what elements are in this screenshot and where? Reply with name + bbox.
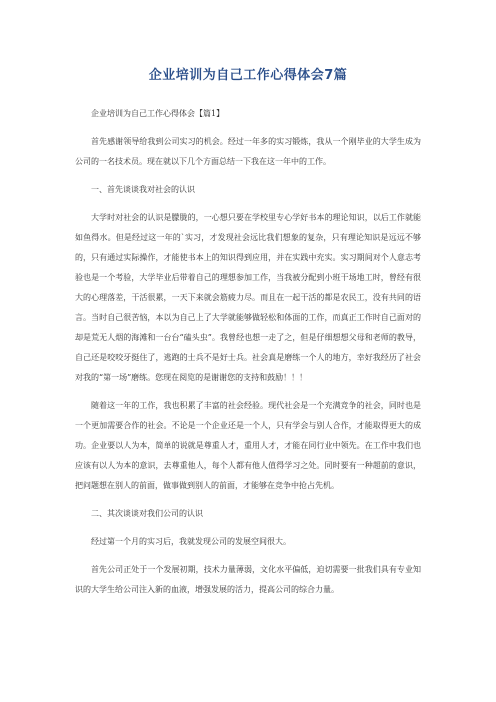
section-heading: 企业培训为自己工作心得体会【篇1】 [91, 109, 225, 118]
paragraph: 随着这一年的工作，我也积累了丰富的社会经验。现代社会是一个充满竞争的社会，同时也是一个更加需要合作的社会。不论是一个企业还是一个人，只有学会与别人合作，才能取得更大的成功。企业要以人为本，简单的说就是尊重人才，重用人才，才能在同行业中领先。在工作中我们也应该有以人为本的意识，去尊重他人，每个人都有他人值得学习之处。同时要有一种超前的意识，把问题想在别人的前面，做事做到别人的前面，才能够在竞争中抢占先机。 [75, 401, 421, 490]
document-title: 企业培训为自己工作心得体会7篇 [148, 68, 348, 83]
paragraph: 首先公司正处于一个发展初期，技术力量薄弱，文化水平偏低，迫切需要一批我们具有专业知识的大学生给公司注入新的血液，增强发展的活力，提高公司的综合力量。 [75, 565, 421, 594]
document-body [75, 104, 421, 600]
section-heading: 二、其次谈谈对我们公司的认识 [91, 509, 203, 518]
paragraph: 首先感谢领导给我到公司实习的机会。经过一年多的实习锻炼，我从一个刚毕业的大学生成为公司的一名技术员。现在就以下几个方面总结一下我在这一年中的工作。 [75, 137, 421, 166]
section-heading: 一、首先谈谈我对社会的认识 [91, 185, 195, 194]
paragraph: 大学时对社会的认识是朦胧的，一心想只要在学校里专心学好书本的理论知识，以后工作就能如鱼得水。但是经过这一年的`实习，才发现社会远比我们想象的复杂，只有理论知识是远远不够的，只有通过实际操作，才能使书本上的知识得到应用，并在实践中充实。实习期间对个人意志考验也是一个考验，大学毕业后带着自己的理想参加工作，当我被分配到小班干场地工时，曾经有很大的心理落差，干活很累，一天下来就会筋疲力尽。而且在一起干活的都是农民工，没有共同的语言。当时自己很苦恼，本以为自己上了大学就能够做轻松和体面的工作，而真正工作时自己面对的却是荒无人烟的海滩和一台台“磕头虫”。我曾经也想一走了之，但是仔细想想父母和老师的教导，自己还是咬咬牙挺住了，逃跑的士兵不是好士兵。社会真是磨练一个人的地方，幸好我经历了社会对我的“第一场”磨练。您现在阅览的是谢谢您的支持和鼓励！！！ [75, 213, 421, 382]
paragraph: 经过第一个月的实习后，我就发现公司的发展空间很大。 [91, 537, 291, 546]
